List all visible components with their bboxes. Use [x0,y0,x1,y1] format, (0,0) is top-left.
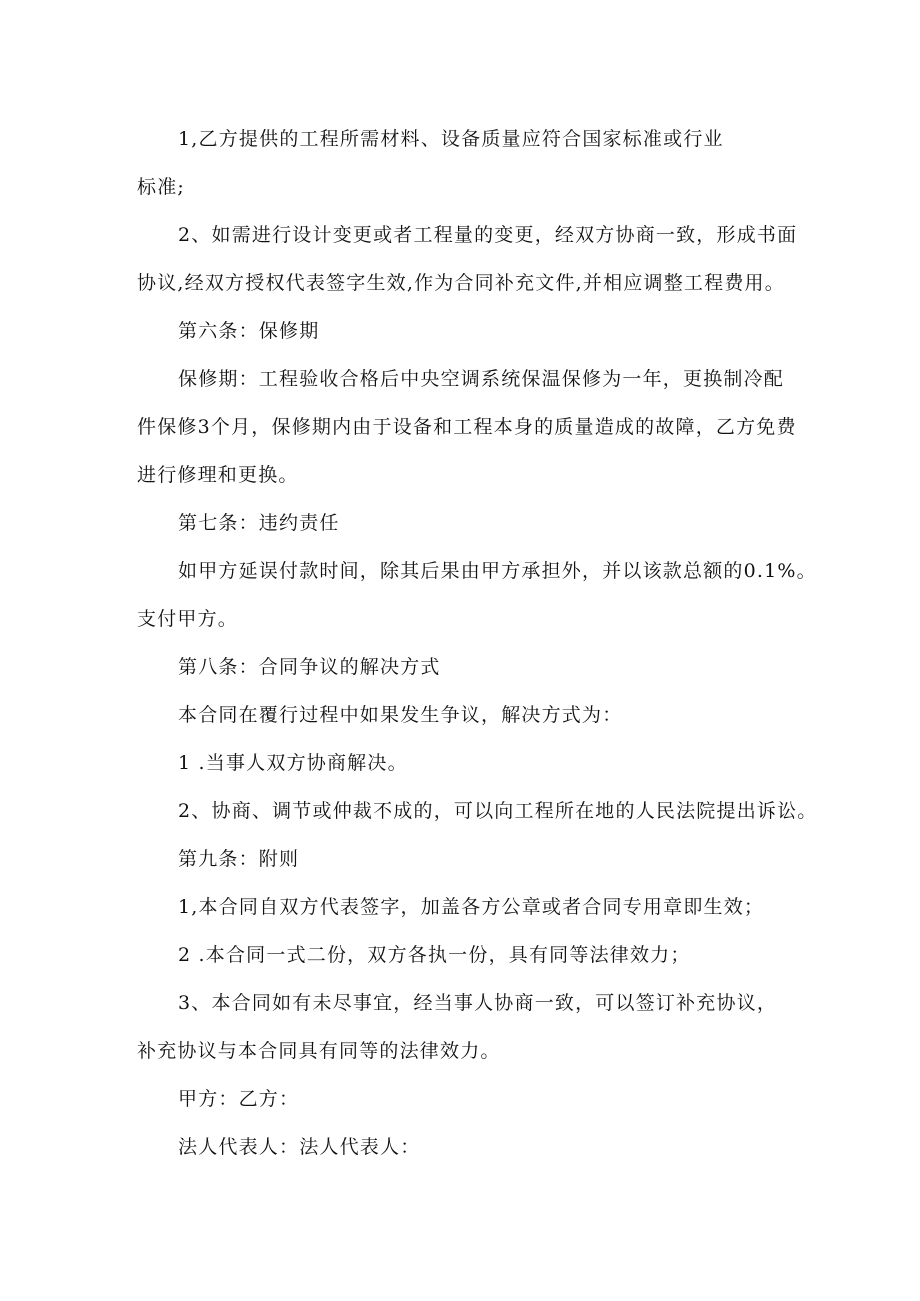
party-signature-line: 甲方：乙方： [178,1088,300,1110]
legal-representative-line: 法人代表人：法人代表人： [178,1136,421,1158]
article-8-heading: 第八条：合同争议的解决方式 [178,656,441,678]
supplementary-item-3-line-2: 补充协议与本合同具有同等的法律效力。 [137,1040,501,1062]
supplementary-item-2: 2 .本合同一式二份，双方各执一份，具有同等法律效力； [178,944,691,966]
clause-5-item-1-line-2: 标准; [137,176,186,198]
warranty-line-1: 保修期：工程验收合格后中央空调系统保温保修为一年，更换制冷配 [178,368,785,390]
article-9-heading: 第九条：附则 [178,848,300,870]
article-7-heading: 第七条：违约责任 [178,512,340,534]
dispute-item-1: 1 .当事人双方协商解决。 [178,752,408,774]
dispute-intro: 本合同在覆行过程中如果发生争议，解决方式为： [178,704,623,726]
supplementary-item-1: 1,本合同自双方代表签字，加盖各方公章或者合同专用章即生效； [178,896,765,918]
supplementary-item-3-line-1: 3、本合同如有未尽事宜，经当事人协商一致，可以签订补充协议， [178,992,778,1014]
breach-line-2: 支付甲方。 [137,608,239,630]
breach-line-1: 如甲方延误付款时间，除其后果由甲方承担外，并以该款总额的0.1%。 [178,560,817,582]
warranty-line-2: 件保修3个月，保修期内由于设备和工程本身的质量造成的故障，乙方免费 [137,416,797,438]
clause-5-item-2-line-1: 2、如需进行设计变更或者工程量的变更，经双方协商一致，形成书面 [178,224,798,246]
article-6-heading: 第六条：保修期 [178,320,320,342]
clause-5-item-1-line-1: 1,乙方提供的工程所需材料、设备质量应符合国家标准或行业 [178,128,724,150]
warranty-line-3: 进行修理和更换。 [137,464,299,486]
dispute-item-2: 2、协商、调节或仲裁不成的，可以向工程所在地的人民法院提出诉讼。 [178,800,818,822]
clause-5-item-2-line-2: 协议,经双方授权代表签字生效,作为合同补充文件,并相应调整工程费用。 [137,272,785,294]
